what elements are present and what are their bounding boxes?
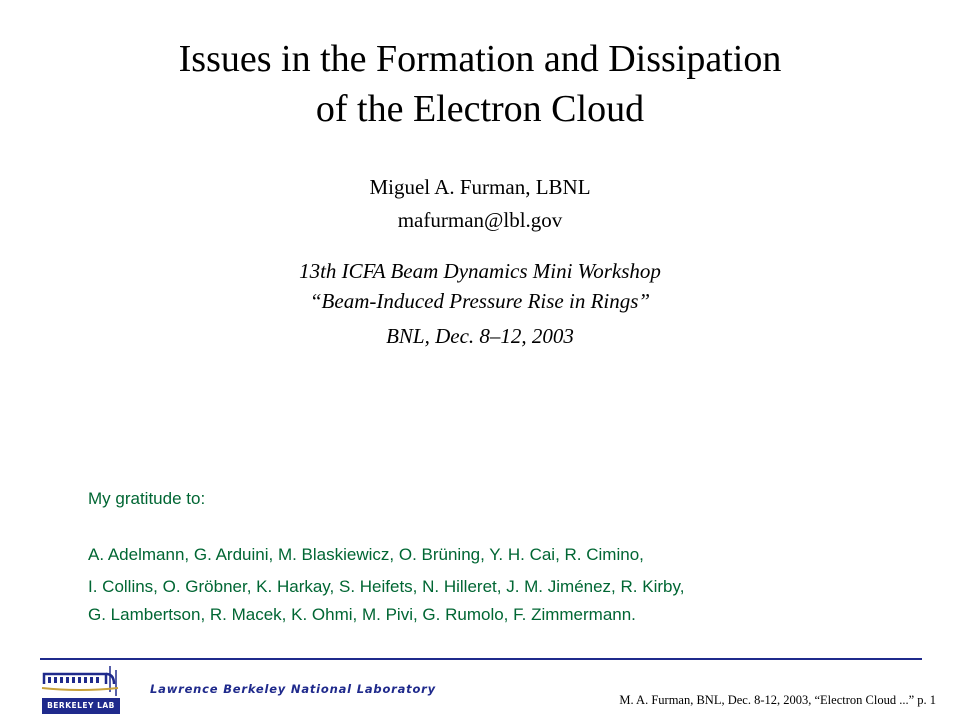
slide-title-line-1: Issues in the Formation and Dissipation <box>178 38 782 80</box>
berkeley-lab-logo <box>40 664 122 716</box>
gratitude-names-line-1: A. Adelmann, G. Arduini, M. Blaskiewicz, O. Brüning, Y. H. Cai, R. Cimino, <box>88 545 644 564</box>
author-name: Miguel A. Furman, LBNL <box>369 175 591 199</box>
workshop-date: BNL, Dec. 8–12, 2003 <box>386 324 574 348</box>
slide-title <box>0 34 960 134</box>
workshop-name: 13th ICFA Beam Dynamics Mini Workshop <box>299 259 661 283</box>
gratitude-names-line-3: G. Lambertson, R. Macek, K. Ohmi, M. Pivi, G. Rumolo, F. Zimmermann. <box>88 605 636 624</box>
footer-divider <box>40 658 922 660</box>
workshop-theme: “Beam-Induced Pressure Rise in Rings” <box>309 289 651 313</box>
gratitude-heading: My gratitude to: <box>88 489 206 508</box>
lab-name: Lawrence Berkeley National Laboratory <box>150 682 436 696</box>
gratitude-names-line-2: I. Collins, O. Gröbner, K. Harkay, S. Heifets, N. Hilleret, J. M. Jiménez, R. Kirby, <box>88 577 685 596</box>
author-email: mafurman@lbl.gov <box>397 208 563 232</box>
slide-title-line-2: of the Electron Cloud <box>315 88 645 130</box>
logo-text: BERKELEY LAB <box>47 701 115 710</box>
page-footer-info: M. A. Furman, BNL, Dec. 8-12, 2003, “Electron Cloud ...” p. 1 <box>619 693 936 707</box>
